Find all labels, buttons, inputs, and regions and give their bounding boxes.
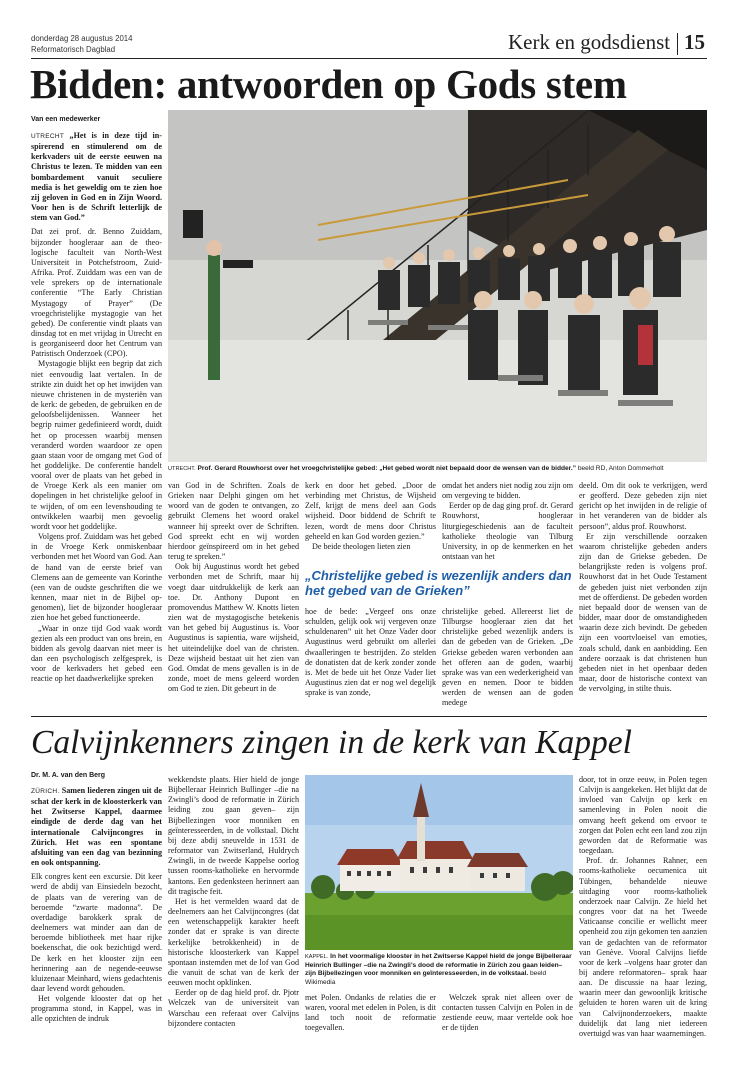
article1-paragraph: van God in de Schriften. Zoals de Grieken naar Delphi gingen om het woord van de goden te ontvangen, zo gebruikt Clemens het woord orakel wanneer hij spreekt over de Schriften. God spreekt echt en wij worden hierdoor geïnspireerd om in het gebed terug te spreken.”	[168, 481, 299, 562]
article2-column-4	[442, 993, 573, 1062]
section-title: Kerk en godsdienst	[508, 30, 671, 54]
article1-paragraph: Mystagogie blijkt een begrip dat zich niet eenvoudig laat vertalen. In de strikte zin duidt het op het inwijden van nieuwe christenen in de mysteriën van de kerk: de gebeden, de gebruiken en de geloofsbelijdenissen. Wanneer het begrip ruimer gedefinieerd wordt, duidt het op processen waarbij mensen veranderd worden waardoor ze open gaan staan voor de omgang met God of het goddelijke. De conferentie handelt vooral over de plaats van het gebed in de Vroege Kerk als een manier om dopelingen in het christelijke geloof in te wijden, of om een levenshouding te ontwikkelen waarbij men gevoelig wordt voor het goddelijke.	[31, 359, 162, 531]
header-divider	[677, 33, 678, 55]
article1-paragraph: deeld. Om dit ook te verkrijgen, werd er geofferd. Deze gebeden zijn niet gericht op het inwijden in de religie of in het veranderen van de bidder als persoon”, aldus prof. Rouwhorst.	[579, 481, 707, 531]
article1-photo-credit: beeld RD, Anton Dommerholt	[577, 465, 664, 472]
article1-lead: „Het is in deze tijd inspirerend en stimulerend om de kerkvaders uit de eerste eeuwen na Christus te lezen. Te midden van een bombardement vanuit seculiere media is het geweldig om te zien hoe zij geloven in God en in Zijn Woord. Voor hen is de Schrift letterlijk de stem van God.”	[31, 131, 162, 223]
article1-column-3-top	[305, 481, 436, 561]
header-rule	[31, 58, 707, 59]
article2-column-5	[579, 775, 707, 1062]
article2-paragraph: wekkendste plaats. Hier hield de jonge Bijbelleraar Heinrich Bullinger –die na Zwingli’s dood de reformatie in Zürich leiding zou gaan geven– zijn Bijbellezingen voor monniken en geïnteresseerden, in de volkstaal. Dicht bij deze abdij sneuvelde in 1531 de reformator van Zwitserland, Huldrych Zwingli, in de tweede Kappelse oorlog tussen rooms-katholieke en hervormde kantons. Een gedenksteen herinnert aan dit tragische feit.	[168, 775, 299, 896]
kappel-photo	[305, 775, 573, 950]
article2-paragraph: Welczek sprak niet alleen over de contacten tussen Calvijn en Polen in de zestiende eeuw, maar vertelde ook hoe er de tijden	[442, 993, 573, 1033]
article1-paragraph: omdat het anders niet nodig zou zijn om om vergeving te bidden.	[442, 481, 573, 501]
article1-column-3-bottom	[305, 607, 436, 707]
article1-column-5	[579, 481, 707, 707]
article2-column-1	[31, 786, 162, 1062]
article1-photo-caption	[168, 464, 707, 474]
article2-paragraph: met Polen. Ondanks de relaties die er waren, vooral met edelen in Polen, is dit land toch nooit de reformatie toegevallen.	[305, 993, 436, 1033]
article2-caption-place: KAPPEL.	[305, 954, 329, 960]
article2-dateline: ZÜRICH.	[31, 788, 60, 795]
article2-byline: Dr. M. A. van den Berg	[31, 772, 106, 779]
article2-photo-caption	[305, 953, 573, 987]
conference-photo	[168, 110, 707, 462]
conference-photo-illustration	[168, 110, 707, 462]
article1-caption-place: UTRECHT.	[168, 466, 196, 472]
article1-paragraph: Eerder op de dag ging prof. dr. Gerard Rouwhorst, hoogleraar liturgiegeschiedenis aan de faculteit katholieke theologie van Tilburg University, in op de kenmerken en het ontstaan van het	[442, 501, 573, 561]
article2-photo-credit: beeld Wikimedia	[305, 970, 547, 986]
article1-pullquote: „Christelijke gebed is wezenlijk anders dan het gebed van de Grieken”	[305, 568, 572, 598]
page-number: 15	[684, 30, 705, 54]
article1-paragraph: Ook bij Augustinus wordt het gebed verbonden met de Schrift, maar hij voegt daar uitdrukkelijk de kerk aan toe. Dr. Anthony Dupont en promovendus Matthew W. Knotts lieten zien wat de mystagogische betekenis van het gebed bij Augustinus is. Voor Augustinus is sapientia, ware wijsheid, het uiteindelijke doel van de christen. Deze wijsheid bestaat uit het zien van God. Omdat de mens gevallen is in de zonde, moet de mens geleerd worden om God te zien. Dit gebeurt in de	[168, 562, 299, 694]
article1-caption-text: Prof. Gerard Rouwhorst over het vroegchristelijke gebed: „Het gebed wordt niet bepaald door de wensen van de bidder.”	[197, 465, 576, 472]
article-separator	[31, 716, 707, 717]
article1-paragraph: hoe de bede: „Vergeef ons onze schulden, gelijk ook wij vergeven onze schuldenaren” uit het Onze Vader door Augustinus werd gebruikt om allerlei dwaalleringen te bestrijden. Zo stelden de donatisten dat de kerk zonder zonde is. Met de bede uit het Onze Vader liet Augustinus zien dat er nog wel degelijk sprake is van zonde,	[305, 607, 436, 698]
article1-paragraph: De beide theologen lieten zien	[312, 541, 411, 551]
article2-headline: Calvijnkenners zingen in de kerk van Kappel	[31, 724, 632, 761]
newspaper-name: Reformatorisch Dagblad	[31, 45, 116, 54]
article1-paragraph: kerk en door het gebed. „Door de verbinding met Christus, de Wijsheid Zelf, krijgt de mens deel aan Gods wijsheid. Door biddend de Schrift te lezen, wordt de mens door Christus geheeld en kan God worden gezien.”	[305, 481, 436, 541]
article1-column-4-bottom	[442, 607, 573, 707]
article2-paragraph: Eerder op de dag hield prof. dr. Pjotr Welczek van de universiteit van Warschau een referaat over Calvijns bijzondere contacten	[168, 988, 299, 1028]
article1-headline: Bidden: antwoorden op Gods stem	[30, 61, 627, 107]
kappel-photo-illustration	[305, 775, 573, 950]
article1-dateline: UTRECHT	[31, 133, 65, 140]
article1-paragraph: Er zijn verschillende oorzaken waarom christelijke gebeden anders zijn dan de Griekse gebeden. De belangrijkste reden is volgens prof. Rouwhorst dat in het Oude Testament de gebeden juist niet verbonden zijn met de offerdienst. De gebeden worden niet bepaald door de wensen van de bidder, maar door de omstandigheden waarin deze zich bevindt. De gebeden zijn een voortvloeisel van emoties, zoals schuld, dank en aanbidding. Een andere oorzaak is dat christenen hun gebeden niet in het openbaar deden maar, door de historische context van de vervolging, in stilte thuis.	[579, 531, 707, 694]
article1-byline: Van een medewerker	[31, 116, 101, 123]
article1-column-4-top	[442, 481, 573, 561]
article2-paragraph: door, tot in onze eeuw, in Polen tegen Calvijn is aangekeken. Het blijkt dat de invloed van Calvijn op kerk en samenleving in Polen nooit die omvang heeft gekend om ervoor te zorgen dat Polen echt een land zou zijn geworden dat de Reformatie was toegedaan.	[579, 775, 707, 856]
article2-lead: Samen liederen zingen uit de schat der kerk in de kloosterkerk van het Zwitserse Kappel, daarmee eindigde de derde dag van het internationale Calvijncongres in Zürich. Het was een spontane afsluiting van een dag van bezinning en ook ontspanning.	[31, 786, 162, 868]
article2-paragraph: Het is het vermelden waard dat de deelnemers aan het Calvijncongres (dat een wetenschappelijk karakter heeft zonder dat er sprake is van directe kerkelijke betrokkenheid) in de historische kloosterkerk van Kappel spontaan instemden met de lof van God die vanuit de schat van de kerk der eeuwen mocht opklinken.	[168, 896, 299, 988]
article1-paragraph: Dat zei prof. dr. Benno Zuiddam, bijzonder hoogleraar aan de theologische faculteit van North-West Universiteit in Potchefstroom, Zuid-Afrika. Prof. Zuiddam was een van de vele sprekers op de internationale conferentie “The Early Christian Mystagogy of Prayer” (De vroegchristelijke mystagogie van het gebed). De conferentie vindt plaats van dinsdag tot en met vrijdag in Utrecht en is georganiseerd door het Centrum van Patristisch Onderzoek (CPO).	[31, 227, 162, 359]
article2-paragraph: Het volgende klooster dat op het programma stond, in Kappel, was in alle opzichten de indruk	[31, 994, 162, 1024]
article2-paragraph: Elk congres kent een excursie. Dit keer werd de abdij van Einsiedeln bezocht, de plaats van de verering van de beroemde “zwarte madonna”. De overdadige barokkerk sprak de deelnemers wat minder aan dan de beroemde bibliotheek met haar rijke boekenschat, die ook bezichtigd werd. De kerk en het klooster zijn een herinnering aan de negende-eeuwse kluizenaar Meinhard, wiens gedachtenis daar levend wordt gehouden.	[31, 872, 162, 993]
article2-column-3	[305, 993, 436, 1062]
article1-column-2	[168, 481, 299, 707]
article2-caption-text: In het voormalige klooster in het Zwitserse Kappel hield de jonge Bijbelleraar Heinrich Bullinger –die na Zwingli’s dood de reformatie in Zürich zou gaan leiden– zijn Bijbellezingen voor monniken en geïnteresseerden, in de volkstaal.	[305, 953, 572, 978]
article1-paragraph: christelijke gebed. Allereerst liet de Tilburgse hoogleraar zien dat het christelijke gebed wezenlijk anders is dan de gebeden van de Grieken. „De Griekse gebeden waren verbonden aan het offeren aan de goden, waarbij sprake was van een wederkerigheid van geven en nemen. Door te bidden werden de wensen aan de goden medege	[442, 607, 573, 707]
article1-paragraph: Volgens prof. Zuiddam was het gebed in de Vroege Kerk onmiskenbaar verbonden met het Woord van God. Aan de hand van de eerste brief van Clemens aan de gemeente van Korinthe (een van de oudste geschriften die we kennen, maar niet in de Bijbel opgenomen), liet de bijzonder hoogleraar zien hoe het gebed functioneerde.	[31, 532, 162, 623]
article1-paragraph: „Waar in onze tijd God vaak wordt gezien als een product van ons brein, en bidden als gevolg daarvan niet meer is dan een psychologisch zelfgesprek, is voor de kerkvaders het gebed een reactie op het daadwerkelijke spreken	[31, 623, 162, 684]
article1-column-1	[31, 131, 162, 707]
article2-column-2	[168, 775, 299, 1062]
article2-paragraph: Prof. dr. Johannes Rahner, een rooms-katholieke oecumenica uit Tübingen, behandelde nieuwe uitdaging voor rooms-katholiek onderzoek naar Calvijn. Ze hield het congres voor dat na het Tweede Vaticaanse concilie er wellicht meer openheid zou zijn gekomen ten aanzien van de gedachten van de reformator van Genève. Vooral Calvijns liefde voor de kerk –volgens haar groter dan bij andere reformatoren– sprak haar aan. De discussie na haar lezing, waarin meer dan gewoonlijk kritische geluiden te horen waren uit de kring van Calvijnonderzoekers, maakte duidelijk dat lang niet iedereen overtuigd was van haar waarnemingen.	[579, 856, 707, 1038]
issue-date: donderdag 28 augustus 2014	[31, 34, 133, 43]
